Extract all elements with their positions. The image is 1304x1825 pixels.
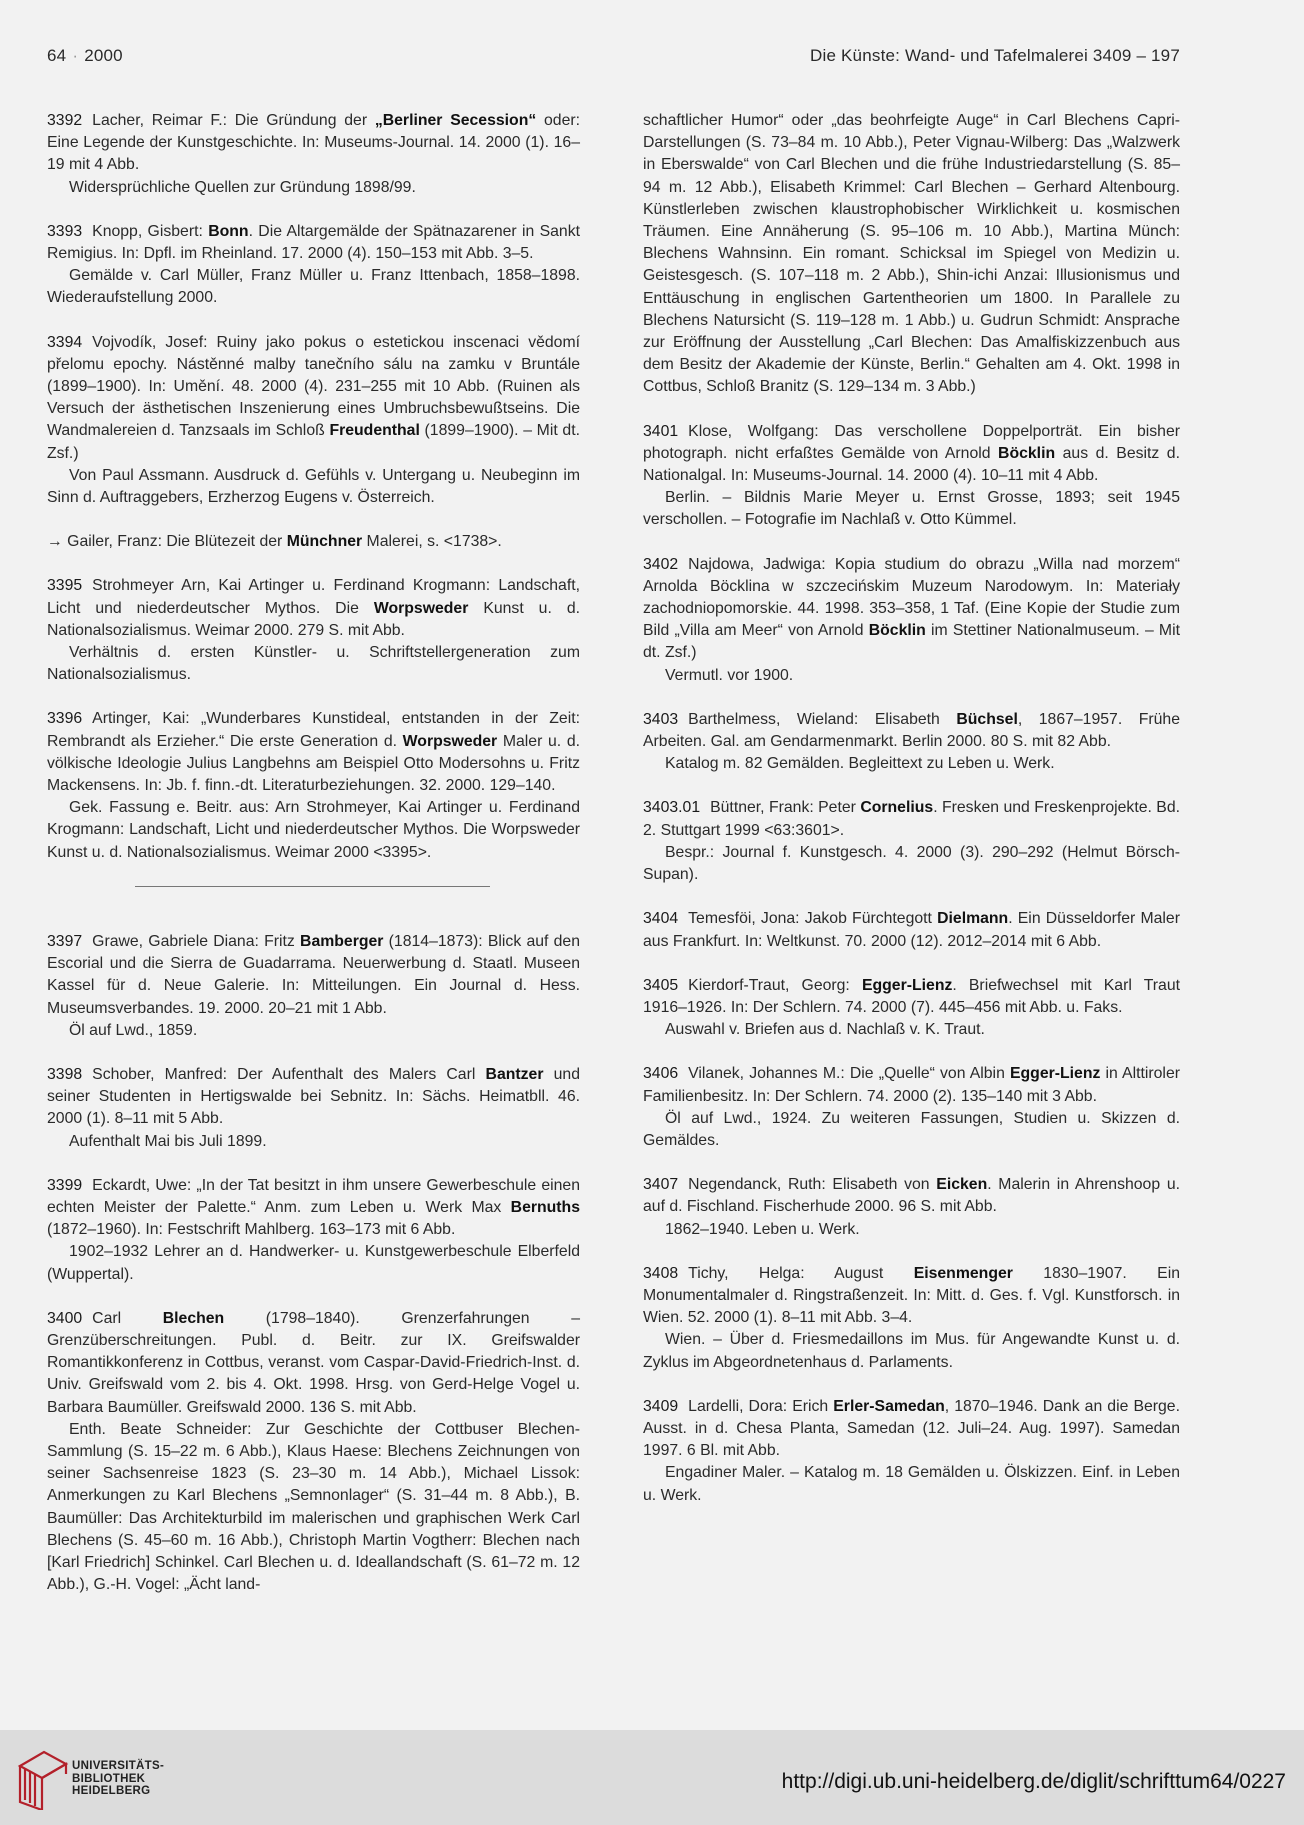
library-name [72, 1760, 164, 1798]
library-name-line: BIBLIOTHEK [72, 1772, 146, 1785]
entry-citation [47, 332, 580, 465]
entry-number: 3403.01 [643, 799, 701, 817]
citation-text: Knopp, Gisbert: [92, 222, 209, 240]
citation-text: . Die Altargemälde der Spätnazarener in Sankt Remigius. In: Dpfl. im Rheinland. 17. 2000 (4). 150–153 mit Abb. 3–5. [47, 222, 581, 263]
cross-reference [47, 531, 580, 553]
keyword: Egger-Lienz [861, 976, 953, 994]
keyword: Eisenmenger [913, 1264, 1013, 1282]
section-title: Die Künste: Wand- und Tafelmalerei 3409 – 197 [809, 46, 1180, 65]
entry-citation [643, 797, 1180, 841]
keyword: Worpsweder [373, 599, 469, 617]
citation-text: oder: Eine Legende der Kunstgeschichte. In: Museums-Journal. 14. 2000 (1). 16–19 mit 4 Abb. [47, 112, 581, 174]
citation-text: Lardelli, Dora: Erich [688, 1397, 834, 1415]
keyword: Erler-Samedan [833, 1397, 945, 1415]
citation-text: in Alttiroler Familienbesitz. In: Der Schlern. 74. 2000 (2). 135–140 mit 3 Abb. [643, 1065, 1180, 1105]
entry-citation [643, 554, 1180, 665]
entry-number: 3394 [47, 333, 83, 351]
citation-text: Schober, Manfred: Der Aufenthalt des Malers Carl [92, 1065, 486, 1083]
entry-note: Aufenthalt Mai bis Juli 1899. [69, 1132, 267, 1150]
entry-3400 [47, 1308, 580, 1597]
citation-text: (1814–1873): Blick auf den Escorial und die Sierra de Guadarrama. Neuerwerbung d. Staatl. Museen Kassel für d. Neue Galerie. In: Mitteilungen. Ein Journal d. Hess. Museumsverbandes. 19. 2000. 20–21 mit 1 Abb. [47, 932, 580, 1017]
entry-number: 3408 [643, 1264, 679, 1282]
citation-text: . Fresken und Freskenprojekte. Bd. 2. Stuttgart 1999 <63:3601>. [643, 799, 1181, 839]
keyword: Büchsel [956, 710, 1018, 728]
entry-citation [47, 1064, 580, 1131]
entry-note: 1902–1932 Lehrer an d. Handwerker- u. Kunstgewerbeschule Elberfeld (Wuppertal). [47, 1243, 580, 1283]
citation-text: Eckardt, Uwe: „In der Tat besitzt in ihm unsere Gewerbeschule einen echten Meister der Palette.“ Anm. zum Leben u. Werk Max [47, 1176, 580, 1216]
keyword: Blechen [162, 1309, 225, 1327]
entry-3405 [643, 975, 1180, 1042]
header-year: 2000 [84, 46, 123, 65]
keyword: Eicken [936, 1176, 988, 1194]
entry-citation [47, 575, 580, 642]
citation-text: Temesföi, Jona: Jakob Fürchtegott [688, 910, 938, 928]
entry-note: Widersprüchliche Quellen zur Gründung 1898/99. [69, 178, 416, 196]
citation-text: Maler u. d. völkische Ideologie Julius Langbehns am Beispiel Otto Modersohns u. Fritz Mackensens. In: Jb. f. finn.-dt. Literaturbeziehungen. 32. 2000. 129–140. [47, 732, 580, 795]
entry-3392 [47, 110, 580, 199]
entry-3407 [643, 1174, 1180, 1241]
citation-text: im Stettiner Nationalmuseum. – Mit dt. Zsf.) [643, 622, 1180, 662]
citation-text: aus d. Besitz d. Nationalgal. In: Museums-Journal. 14. 2000 (4). 10–11 mit 4 Abb. [643, 444, 1180, 485]
entry-number: 3393 [47, 222, 83, 240]
entry-number: 3403 [643, 710, 679, 728]
entry-3395 [47, 575, 580, 686]
entry-3401 [643, 421, 1180, 532]
entry-note: Verhältnis d. ersten Künstler- u. Schriftstellergeneration zum Nationalsozialismus. [47, 644, 580, 684]
keyword: Bantzer [485, 1065, 544, 1083]
entry-note: Gemälde v. Carl Müller, Franz Müller u. Franz Ittenbach, 1858–1898. Wiederaufstellung 2000. [47, 267, 580, 307]
entry-citation [47, 708, 580, 797]
entry-citation [643, 1263, 1180, 1330]
entry-citation [643, 1396, 1180, 1463]
keyword: „Berliner Secession“ [374, 112, 537, 129]
page-number: 64 [47, 46, 67, 65]
entry-citation [47, 1308, 580, 1419]
entry-3393 [47, 221, 580, 310]
library-name-line: UNIVERSITÄTS- [72, 1760, 165, 1772]
citation-text: (1899–1900). – Mit dt. Zsf.) [47, 422, 580, 462]
entry-3408 [643, 1263, 1180, 1374]
entry-citation [643, 421, 1180, 488]
citation-text: Artinger, Kai: „Wunderbares Kunstideal, entstanden in der Zeit: Rembrandt als Erzieher.“ Die erste Generation d. [47, 710, 580, 750]
citation-text: , 1867–1957. Frühe Arbeiten. Gal. am Gendarmenmarkt. Berlin 2000. 80 S. mit 82 Abb. [643, 710, 1180, 751]
entry-3403 [643, 709, 1180, 776]
entry-citation [643, 1174, 1180, 1218]
entry-note: Katalog m. 82 Gemälden. Begleittext zu Leben u. Werk. [665, 755, 1055, 773]
entry-3400-continuation [643, 110, 1180, 399]
entry-3404 [643, 908, 1180, 952]
keyword: Worpsweder [402, 732, 498, 750]
entry-note: Bespr.: Journal f. Kunstgesch. 4. 2000 (3). 290–292 (Helmut Börsch-Supan). [643, 843, 1180, 884]
section-divider [135, 886, 490, 887]
keyword: Egger-Lienz [1009, 1065, 1101, 1083]
entry-3396 [47, 708, 580, 863]
entry-note: Berlin. – Bildnis Marie Meyer u. Ernst Grosse, 1893; seit 1945 verschollen. – Fotografie im Nachlaß v. Otto Kümmel. [643, 489, 1180, 529]
entry-citation [47, 221, 580, 265]
entry-number: 3400 [47, 1309, 83, 1327]
citation-text: Lacher, Reimar F.: Die Gründung der [92, 112, 375, 129]
entry-citation [643, 908, 1180, 952]
digitization-footer [0, 1730, 1304, 1825]
entry-citation [643, 975, 1180, 1019]
keyword: Bamberger [300, 932, 384, 950]
entry-continuation-text: schaftlicher Humor“ oder „das beohrfeigte Auge“ in Carl Blechens Capri-Darstellungen (S. 73–84 m. 10 Abb.), Peter Vignau-Wilberg: Das „Walzwerk in Eberswalde“ von Carl Blechen und die frühe Industriedarstellung (S. 85–94 m. 12 Abb.), Elisabeth Krimmel: Carl Blechen – Gerhard Altenbourg. Künstlerleben zwischen klaustrophobischer Wirklichkeit u. kosmischen Träumen. Eine Annäherung (S. 95–106 m. 10 Abb.), Martina Münch: Blechens Wahnsinn. Ein romant. Schicksal im Spiegel von Medizin u. Geistesgesch. (S. 107–118 m. 2 Abb.), Shin-ichi Anzai: Illusionismus und Enttäuschung in englischen Gartentheorien um 1800. In Parallele zu Blechens Natursicht (S. 119–128 m. 1 Abb.) u. Gudrun Schmidt: Ansprache zur Eröffnung der Ausstellung „Carl Blechen: Das Amalfiskizzenbuch aus dem Besitz der Akademie der Künste, Berlin.“ Gehalten am 4. Okt. 1998 in Cottbus, Schloß Branitz (S. 129–134 m. 3 Abb.) [643, 112, 1180, 396]
entry-number: 3405 [643, 976, 679, 994]
entry-number: 3399 [47, 1176, 83, 1194]
citation-text: . Ein Düsseldorfer Maler aus Frankfurt. In: Weltkunst. 70. 2000 (12). 2012–2014 mit 6 Abb. [643, 910, 1180, 950]
entry-3402 [643, 554, 1180, 687]
entry-note: Enth. Beate Schneider: Zur Geschichte der Cottbuser Blechen-Sammlung (S. 15–22 m. 6 Abb.), Klaus Haese: Blechens Zeichnungen von seiner Sachsenreise 1823 (S. 23–30 m. 14 Abb.), Michael Lissok: Anmerkungen zu Karl Blechens „Semnonlager“ (S. 31–44 m. 8 Abb.), B. Baumüller: Das Architekturbild im malerischen und graphischen Werk Carl Blechens (S. 45–60 m. 16 Abb.), Christoph Martin Vogtherr: Blechen nach [Karl Friedrich] Schinkel. Carl Blechen u. d. Ideallandschaft (S. 61–72 m. 12 Abb.), G.-H. Vogel: „Ächt land- [47, 1420, 580, 1594]
entry-number: 3401 [643, 422, 679, 440]
keyword: Böcklin [998, 444, 1056, 462]
entry-3399 [47, 1175, 580, 1286]
keyword: Böcklin [868, 622, 926, 640]
citation-text: Büttner, Frank: Peter [710, 799, 861, 817]
entry-3409 [643, 1396, 1180, 1507]
entry-3403-01 [643, 797, 1180, 886]
entry-number: 3395 [47, 577, 83, 595]
keyword: Bonn [208, 222, 249, 240]
keyword: Cornelius [860, 799, 934, 817]
entry-3398 [47, 1064, 580, 1153]
citation-text: Carl [92, 1309, 163, 1327]
entry-number: 3398 [47, 1065, 83, 1083]
entry-note: Auswahl v. Briefen aus d. Nachlaß v. K. Traut. [665, 1021, 985, 1039]
entry-note: Vermutl. vor 1900. [665, 666, 794, 684]
entry-citation [47, 1175, 580, 1242]
entry-number: 3404 [643, 910, 679, 928]
citation-text: Barthelmess, Wieland: Elisabeth [688, 710, 957, 728]
entry-citation [643, 709, 1180, 753]
citation-text: . Malerin in Ahrenshoop u. auf d. Fischland. Fischerhude 2000. 96 S. mit Abb. [643, 1176, 1181, 1216]
citation-text: , 1870–1946. Dank an die Berge. Ausst. in d. Chesa Planta, Samedan (12. Juli–24. Aug. 1997). Samedan 1997. 6 Bl. mit Abb. [643, 1397, 1180, 1460]
keyword: Dielmann [937, 910, 1009, 928]
citation-text: Tichy, Helga: August [688, 1264, 914, 1282]
citation-text: Kierdorf-Traut, Georg: [688, 976, 862, 994]
entry-citation [47, 110, 580, 177]
entry-number: 3392 [47, 112, 83, 129]
citation-text: Negendanck, Ruth: Elisabeth von [688, 1176, 937, 1194]
entry-note: Engadiner Maler. – Katalog m. 18 Gemälden u. Ölskizzen. Einf. in Leben u. Werk. [643, 1464, 1180, 1504]
entry-3397 [47, 931, 580, 1042]
citation-text: (1798–1840). Grenzerfahrungen – Grenzüberschreitungen. Publ. d. Beitr. zur IX. Greifswalder Romantikkonferenz in Cottbus, veranst. vom Caspar-David-Friedrich-Inst. d. Univ. Greifswald vom 2. bis 4. Okt. 1998. Hrsg. von Gerd-Helge Vogel u. Barbara Baumüller. Greifswald 2000. 136 S. mit Abb. [47, 1309, 580, 1416]
citation-text: Grawe, Gabriele Diana: Fritz [92, 932, 301, 950]
permalink-url[interactable]: http://digi.ub.uni-heidelberg.de/diglit/schrifttum64/0227 [781, 1770, 1286, 1793]
citation-text: Vojvodík, Josef: Ruiny jako pokus o estetickou inscenaci vědomí přelomu epochy. Nástěnné malby tanečního sálu na zamku v Bruntále (1899–1900). In: Umění. 48. 2000 (4). 231–255 mit 10 Abb. (Ruinen als Versuch der ästhetischen Inszenierung eines Umbruchsbewußtseins. Die Wandmalereien d. Tanzsaals im Schloß [47, 333, 580, 440]
entry-citation [47, 931, 580, 1020]
citation-text: und seiner Studenten in Hertigswalde bei Sebnitz. In: Sächs. Heimatbll. 46. 2000 (1). 8–11 mit 5 Abb. [47, 1065, 580, 1128]
left-column [47, 110, 580, 1618]
entry-number: 3407 [643, 1176, 679, 1194]
entry-number: 3397 [47, 932, 83, 950]
right-column [643, 110, 1180, 1529]
entry-note: Öl auf Lwd., 1859. [69, 1021, 198, 1039]
entry-number: 3409 [643, 1397, 679, 1415]
citation-text: Strohmeyer Arn, Kai Artinger u. Ferdinand Krogmann: Landschaft, Licht und niederdeutscher Mythos. Die [47, 577, 580, 617]
entry-number: 3396 [47, 710, 83, 728]
entry-number: 3402 [643, 555, 679, 573]
entry-number: 3406 [643, 1065, 679, 1083]
library-name-line: HEIDELBERG [72, 1785, 151, 1797]
entry-note: Von Paul Assmann. Ausdruck d. Gefühls v. Untergang u. Neubeginn im Sinn d. Auftraggebers, Erzherzog Eugens v. Österreich. [47, 466, 580, 507]
citation-text: Klose, Wolfgang: Das verschollene Doppelporträt. Ein bisher photograph. nicht erfaßtes Gemälde von Arnold [643, 422, 1180, 462]
book-stack-icon [14, 1744, 74, 1810]
keyword: Freudenthal [329, 422, 420, 440]
running-header [47, 46, 1180, 74]
citation-text: 1830–1907. Ein Monumentalmaler d. Ringstraßenzeit. In: Mitt. d. Ges. f. Vgl. Kunstforsch. in Wien. 52. 2000 (1). 8–11 mit Abb. 3–4. [643, 1264, 1180, 1327]
xref-text: Malerei, s. <1738>. [362, 533, 502, 551]
entry-citation [643, 1063, 1180, 1107]
entry-note: Wien. – Über d. Friesmedaillons im Mus. für Angewandte Kunst u. d. Zyklus im Abgeordnetenhaus d. Parlaments. [643, 1331, 1180, 1371]
keyword: Münchner [286, 533, 363, 551]
keyword: Bernuths [510, 1198, 580, 1216]
citation-text: Najdowa, Jadwiga: Kopia studium do obrazu „Willa nad morzem“ Arnolda Böcklina w szczecińskim Muzeum Narodowym. In: Materiały zachodniopomorskie. 44. 1998. 353–358, 1 Taf. (Eine Kopie der Studie zum Bild „Villa am Meer“ von Arnold [643, 555, 1180, 640]
citation-text: (1872–1960). In: Festschrift Mahlberg. 163–173 mit 6 Abb. [47, 1221, 456, 1239]
entry-3394 [47, 332, 580, 510]
entry-note: Öl auf Lwd., 1924. Zu weiteren Fassungen, Studien u. Skizzen d. Gemäldes. [643, 1109, 1180, 1149]
header-separator: · [72, 46, 79, 65]
header-left [47, 46, 123, 66]
citation-text: . Briefwechsel mit Karl Traut 1916–1926. In: Der Schlern. 74. 2000 (7). 445–456 mit Abb. u. Faks. [643, 976, 1180, 1016]
xref-text: → Gailer, Franz: Die Blütezeit der [47, 533, 287, 551]
citation-text: Vilanek, Johannes M.: Die „Quelle“ von Albin [688, 1065, 1010, 1083]
entry-note: Gek. Fassung e. Beitr. aus: Arn Strohmeyer, Kai Artinger u. Ferdinand Krogmann: Landschaft, Licht und niederdeutscher Mythos. Die Worpsweder Kunst u. d. Nationalsozialismus. Weimar 2000 <3395>. [47, 799, 580, 861]
entry-3406 [643, 1063, 1180, 1152]
citation-text: Kunst u. d. Nationalsozialismus. Weimar 2000. 279 S. mit Abb. [47, 599, 580, 639]
entry-note: 1862–1940. Leben u. Werk. [665, 1220, 860, 1238]
